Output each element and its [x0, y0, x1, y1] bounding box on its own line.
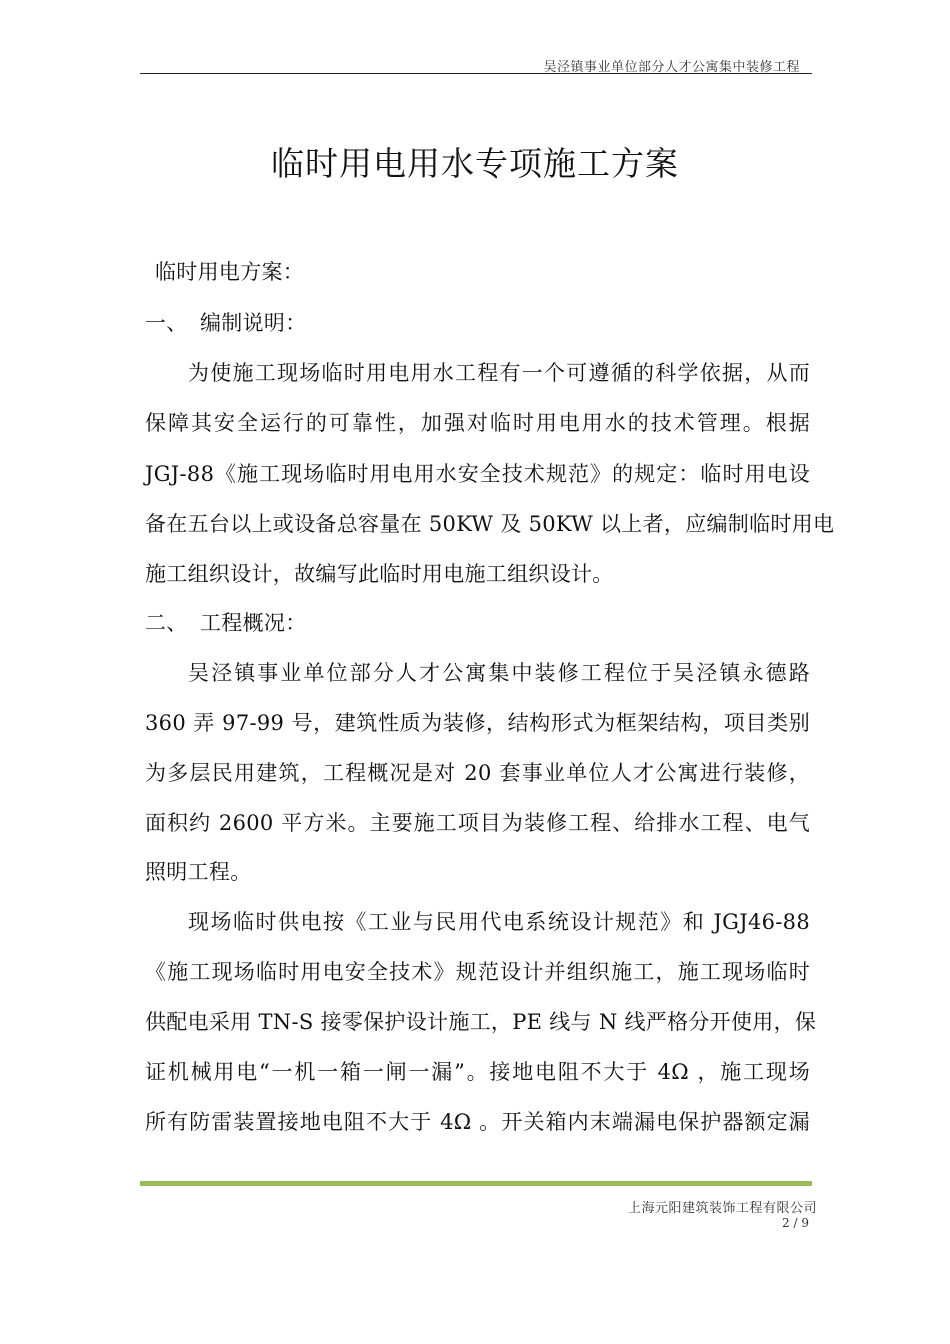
heading-1-number: 一、 [145, 311, 188, 335]
section-intro: 临时用电方案： [155, 260, 305, 284]
heading-2-number: 二、 [145, 611, 188, 635]
para-2-line: 面积约 2600 平方米。主要施工项目为装修工程、给排水工程、电气 [145, 811, 810, 835]
para-1-line: 备在五台以上或设备总容量在 50KW 及 50KW 以上者，应编制临时用电 [145, 512, 835, 536]
para-3-line: 《施工现场临时用电安全技术》规范设计并组织施工，施工现场临时 [145, 960, 810, 984]
footer-divider [140, 1181, 812, 1186]
para-2-line: 吴泾镇事业单位部分人才公寓集中装修工程位于吴泾镇永德路 [188, 661, 810, 685]
para-2-line: 照明工程。 [145, 860, 252, 884]
para-1-line: 为使施工现场临时用电用水工程有一个可遵循的科学依据，从而 [188, 361, 810, 385]
para-2-line: 360 弄 97-99 号，建筑性质为装修，结构形式为框架结构，项目类别 [145, 711, 810, 735]
para-1-line: 保障其安全运行的可靠性，加强对临时用电用水的技术管理。根据 [145, 411, 810, 435]
para-3-line: 现场临时供电按《工业与民用代电系统设计规范》和 JGJ46-88 [188, 910, 810, 934]
para-1-line: JGJ-88《施工现场临时用电用水安全技术规范》的规定：临时用电设 [145, 462, 810, 486]
document-title: 临时用电用水专项施工方案 [271, 144, 679, 183]
header-project-name: 吴泾镇事业单位部分人才公寓集中装修工程 [543, 60, 800, 75]
header-divider [140, 73, 812, 74]
para-1-line: 施工组织设计，故编写此临时用电施工组织设计。 [145, 562, 614, 586]
heading-2-text: 工程概况： [200, 611, 307, 635]
para-3-line: 所有防雷装置接地电阻不大于 4Ω 。开关箱内末端漏电保护器额定漏 [145, 1110, 810, 1134]
page-number: 2 / 9 [782, 1216, 809, 1230]
para-3-line: 证机械用电“一机一箱一闸一漏”。接地电阻不大于 4Ω ，施工现场 [145, 1060, 810, 1084]
heading-1-text: 编制说明： [200, 311, 307, 335]
para-2-line: 为多层民用建筑，工程概况是对 20 套事业单位人才公寓进行装修， [145, 761, 810, 785]
para-3-line: 供配电采用 TN-S 接零保护设计施工，PE 线与 N 线严格分开使用，保 [145, 1010, 817, 1034]
footer-company-name: 上海元阳建筑装饰工程有限公司 [627, 1201, 817, 1216]
